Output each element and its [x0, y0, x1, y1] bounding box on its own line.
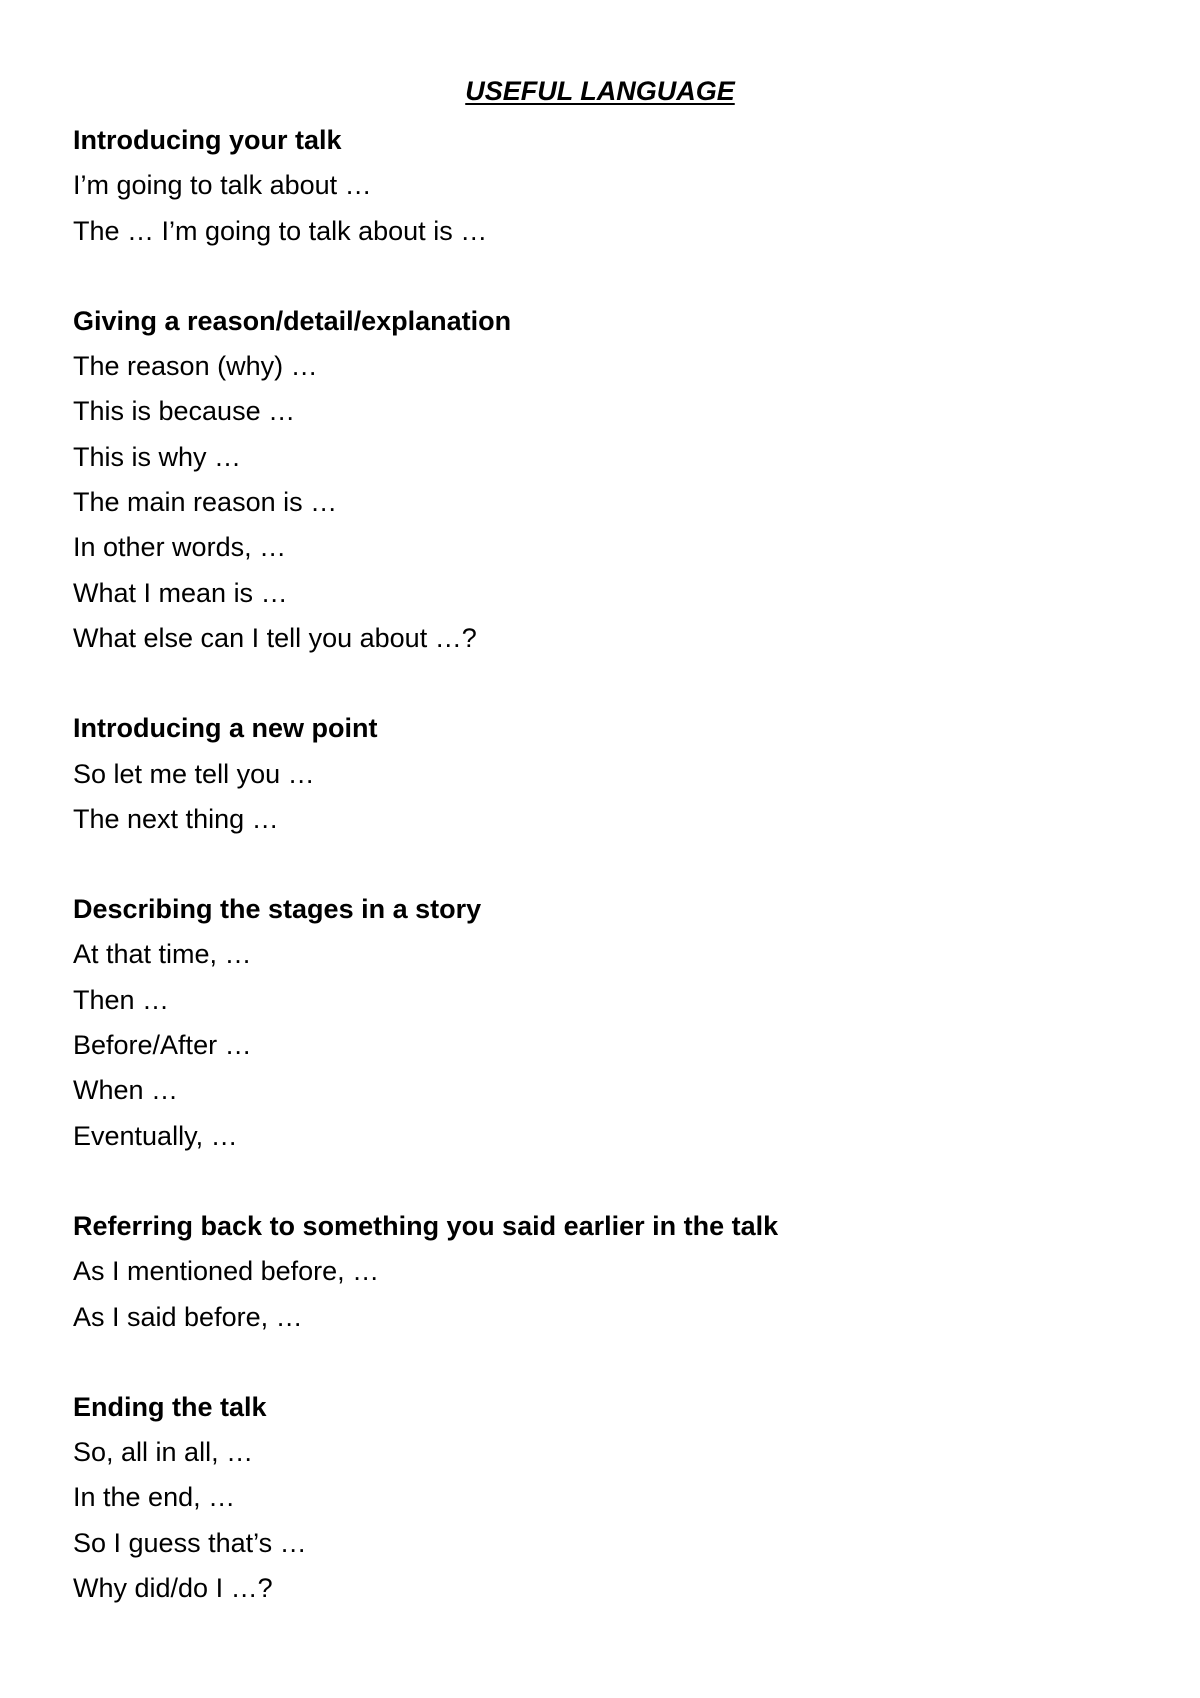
section-heading: Giving a reason/detail/explanation [73, 305, 512, 336]
section-heading: Introducing your talk [73, 125, 342, 155]
phrase-item: What I mean is … [73, 577, 288, 608]
phrase-item: In the end, … [73, 1482, 236, 1513]
phrase-item: What else can I tell you about …? [73, 622, 477, 653]
section-referring-back [73, 1204, 1133, 1340]
phrase-item: The main reason is … [73, 487, 338, 518]
phrase-item: As I mentioned before, … [73, 1256, 380, 1287]
phrase-item: In other words, … [73, 532, 287, 563]
section-describing-stages [73, 887, 1133, 1159]
phrase-list [73, 1249, 1133, 1340]
phrase-item: As I said before, … [73, 1301, 303, 1332]
section-heading: Introducing a new point [73, 713, 378, 744]
phrase-list [73, 1430, 1133, 1611]
phrase-list [73, 752, 1133, 843]
phrase-item: When … [73, 1075, 179, 1106]
phrase-list [73, 163, 1133, 254]
phrase-item: So let me tell you … [73, 758, 315, 789]
phrase-item: The next thing … [73, 803, 279, 834]
phrase-item: The reason (why) … [73, 351, 318, 382]
phrase-item: At that time, … [73, 939, 252, 970]
section-introducing-your-talk [73, 118, 1133, 254]
phrase-item: Before/After … [73, 1030, 252, 1061]
phrase-item: So, all in all, … [73, 1437, 254, 1468]
section-introducing-a-new-point [73, 706, 1133, 842]
phrase-item: Then … [73, 984, 170, 1015]
phrase-item: The … I’m going to talk about is … [73, 215, 488, 246]
phrase-list [73, 932, 1133, 1158]
phrase-item: Eventually, … [73, 1120, 238, 1151]
section-ending-the-talk [73, 1385, 1133, 1611]
section-heading: Describing the stages in a story [73, 894, 482, 925]
document-title: USEFUL LANGUAGE [465, 76, 735, 106]
phrase-item: I’m going to talk about … [73, 170, 372, 201]
section-heading: Ending the talk [73, 1391, 267, 1422]
phrase-item: This is why … [73, 441, 242, 472]
document-body [73, 118, 1133, 1656]
section-giving-a-reason [73, 299, 1133, 661]
phrase-list [73, 344, 1133, 661]
phrase-item: Why did/do I …? [73, 1573, 273, 1604]
phrase-item: So I guess that’s … [73, 1527, 307, 1558]
section-heading: Referring back to something you said earlier in the talk [73, 1210, 779, 1241]
phrase-item: This is because … [73, 396, 296, 427]
